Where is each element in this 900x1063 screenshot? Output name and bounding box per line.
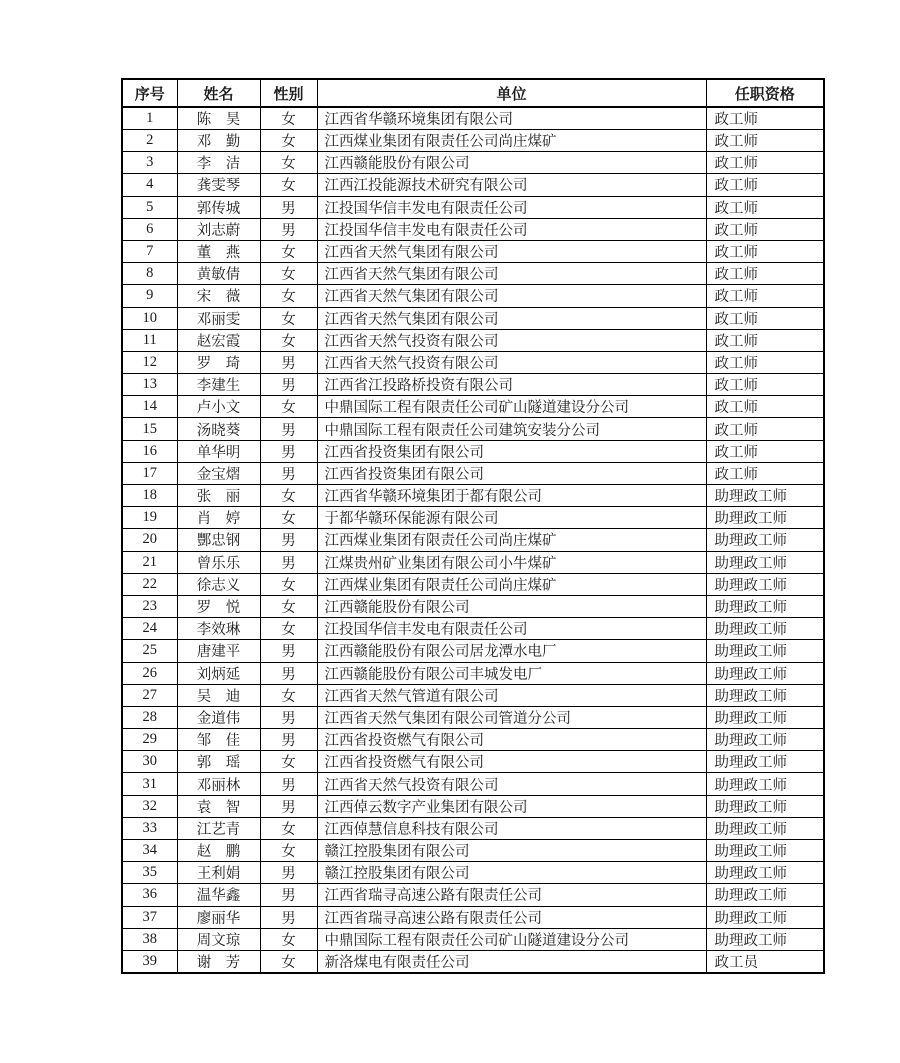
cell-unit: 中鼎国际工程有限责任公司建筑安装分公司 xyxy=(317,418,706,440)
cell-gender: 男 xyxy=(260,773,317,795)
cell-name: 江艺青 xyxy=(177,817,260,839)
cell-no: 25 xyxy=(122,640,177,662)
cell-name: 周文琼 xyxy=(177,928,260,950)
cell-qual: 助理政工师 xyxy=(706,773,824,795)
cell-no: 7 xyxy=(122,240,177,262)
cell-unit: 江西省天然气集团有限公司 xyxy=(317,285,706,307)
cell-gender: 女 xyxy=(260,684,317,706)
cell-unit: 赣江控股集团有限公司 xyxy=(317,862,706,884)
cell-unit: 江西省投资集团有限公司 xyxy=(317,440,706,462)
cell-gender: 男 xyxy=(260,196,317,218)
table-row xyxy=(122,196,824,218)
cell-name: 金道伟 xyxy=(177,706,260,728)
cell-no: 19 xyxy=(122,507,177,529)
cell-qual: 助理政工师 xyxy=(706,507,824,529)
cell-no: 38 xyxy=(122,928,177,950)
cell-qual: 政工师 xyxy=(706,285,824,307)
table-row xyxy=(122,351,824,373)
cell-no: 8 xyxy=(122,263,177,285)
cell-name: 温华鑫 xyxy=(177,884,260,906)
cell-qual: 助理政工师 xyxy=(706,817,824,839)
cell-qual: 助理政工师 xyxy=(706,662,824,684)
cell-gender: 女 xyxy=(260,573,317,595)
table-row xyxy=(122,396,824,418)
table-row xyxy=(122,462,824,484)
cell-qual: 助理政工师 xyxy=(706,551,824,573)
cell-qual: 助理政工师 xyxy=(706,485,824,507)
cell-unit: 江西煤业集团有限责任公司尚庄煤矿 xyxy=(317,130,706,152)
cell-unit: 江投国华信丰发电有限责任公司 xyxy=(317,218,706,240)
cell-name: 单华明 xyxy=(177,440,260,462)
table-row xyxy=(122,263,824,285)
cell-name: 酆忠钢 xyxy=(177,529,260,551)
cell-unit: 江西省天然气管道有限公司 xyxy=(317,684,706,706)
table-row xyxy=(122,950,824,973)
cell-gender: 男 xyxy=(260,551,317,573)
cell-no: 27 xyxy=(122,684,177,706)
cell-unit: 江西赣能股份有限公司 xyxy=(317,595,706,617)
cell-gender: 男 xyxy=(260,906,317,928)
table-row xyxy=(122,840,824,862)
cell-gender: 男 xyxy=(260,729,317,751)
cell-name: 董 燕 xyxy=(177,240,260,262)
cell-no: 35 xyxy=(122,862,177,884)
cell-unit: 江西赣能股份有限公司丰城发电厂 xyxy=(317,662,706,684)
cell-no: 4 xyxy=(122,174,177,196)
cell-qual: 助理政工师 xyxy=(706,884,824,906)
cell-name: 袁 智 xyxy=(177,795,260,817)
cell-no: 1 xyxy=(122,107,177,130)
table-row xyxy=(122,729,824,751)
table-row xyxy=(122,751,824,773)
cell-gender: 女 xyxy=(260,928,317,950)
cell-unit: 江西省天然气集团有限公司管道分公司 xyxy=(317,706,706,728)
table-row xyxy=(122,329,824,351)
table-row xyxy=(122,662,824,684)
cell-gender: 女 xyxy=(260,263,317,285)
cell-qual: 助理政工师 xyxy=(706,729,824,751)
table-row xyxy=(122,684,824,706)
table-row xyxy=(122,884,824,906)
cell-qual: 助理政工师 xyxy=(706,840,824,862)
cell-qual: 政工师 xyxy=(706,174,824,196)
cell-no: 16 xyxy=(122,440,177,462)
cell-gender: 男 xyxy=(260,795,317,817)
cell-name: 郭传城 xyxy=(177,196,260,218)
table-row xyxy=(122,440,824,462)
column-header-name: 姓名 xyxy=(177,79,260,107)
cell-gender: 男 xyxy=(260,218,317,240)
cell-no: 2 xyxy=(122,130,177,152)
cell-unit: 江西省瑞寻高速公路有限责任公司 xyxy=(317,906,706,928)
table-row xyxy=(122,551,824,573)
table-row xyxy=(122,640,824,662)
cell-qual: 政工师 xyxy=(706,240,824,262)
cell-no: 6 xyxy=(122,218,177,240)
cell-no: 21 xyxy=(122,551,177,573)
table-row xyxy=(122,218,824,240)
cell-qual: 助理政工师 xyxy=(706,862,824,884)
cell-gender: 男 xyxy=(260,462,317,484)
cell-gender: 女 xyxy=(260,595,317,617)
cell-no: 28 xyxy=(122,706,177,728)
column-header-unit: 单位 xyxy=(317,79,706,107)
cell-gender: 女 xyxy=(260,950,317,973)
cell-unit: 江西省投资燃气有限公司 xyxy=(317,729,706,751)
cell-gender: 女 xyxy=(260,107,317,130)
table-body xyxy=(122,107,824,973)
cell-name: 廖丽华 xyxy=(177,906,260,928)
cell-qual: 政工师 xyxy=(706,396,824,418)
cell-name: 邓 勤 xyxy=(177,130,260,152)
cell-qual: 政工师 xyxy=(706,263,824,285)
cell-unit: 江投国华信丰发电有限责任公司 xyxy=(317,196,706,218)
cell-no: 13 xyxy=(122,374,177,396)
cell-qual: 政工师 xyxy=(706,374,824,396)
cell-gender: 男 xyxy=(260,662,317,684)
cell-name: 刘志蔚 xyxy=(177,218,260,240)
cell-unit: 江西省投资燃气有限公司 xyxy=(317,751,706,773)
table-row xyxy=(122,862,824,884)
cell-name: 李效琳 xyxy=(177,618,260,640)
cell-unit: 赣江控股集团有限公司 xyxy=(317,840,706,862)
cell-unit: 江西省天然气集团有限公司 xyxy=(317,263,706,285)
cell-qual: 政工师 xyxy=(706,440,824,462)
cell-gender: 男 xyxy=(260,374,317,396)
cell-qual: 助理政工师 xyxy=(706,751,824,773)
cell-name: 宋 薇 xyxy=(177,285,260,307)
cell-qual: 政工师 xyxy=(706,152,824,174)
table-row xyxy=(122,906,824,928)
cell-qual: 政工师 xyxy=(706,351,824,373)
cell-gender: 男 xyxy=(260,440,317,462)
cell-qual: 助理政工师 xyxy=(706,684,824,706)
cell-unit: 江西省华赣环境集团有限公司 xyxy=(317,107,706,130)
cell-no: 3 xyxy=(122,152,177,174)
cell-name: 汤晓葵 xyxy=(177,418,260,440)
cell-gender: 女 xyxy=(260,240,317,262)
cell-qual: 政工师 xyxy=(706,130,824,152)
cell-name: 赵 鹏 xyxy=(177,840,260,862)
cell-no: 9 xyxy=(122,285,177,307)
cell-unit: 江西煤业集团有限责任公司尚庄煤矿 xyxy=(317,529,706,551)
cell-unit: 江西江投能源技术研究有限公司 xyxy=(317,174,706,196)
cell-qual: 助理政工师 xyxy=(706,928,824,950)
table-row xyxy=(122,285,824,307)
cell-unit: 江西倬慧信息科技有限公司 xyxy=(317,817,706,839)
cell-gender: 男 xyxy=(260,640,317,662)
cell-name: 卢小文 xyxy=(177,396,260,418)
cell-gender: 女 xyxy=(260,329,317,351)
cell-name: 赵宏霞 xyxy=(177,329,260,351)
cell-gender: 女 xyxy=(260,285,317,307)
table-row xyxy=(122,595,824,617)
cell-qual: 助理政工师 xyxy=(706,529,824,551)
cell-name: 李建生 xyxy=(177,374,260,396)
cell-gender: 女 xyxy=(260,751,317,773)
cell-qual: 政工师 xyxy=(706,307,824,329)
cell-qual: 助理政工师 xyxy=(706,706,824,728)
cell-unit: 中鼎国际工程有限责任公司矿山隧道建设分公司 xyxy=(317,396,706,418)
cell-name: 刘炳延 xyxy=(177,662,260,684)
cell-qual: 政工师 xyxy=(706,196,824,218)
table-row xyxy=(122,573,824,595)
cell-qual: 助理政工师 xyxy=(706,906,824,928)
table-header-row xyxy=(122,79,824,107)
column-header-gender: 性别 xyxy=(260,79,317,107)
personnel-qualification-table xyxy=(121,78,825,974)
cell-unit: 江西省投资集团有限公司 xyxy=(317,462,706,484)
cell-unit: 江西省华赣环境集团于都有限公司 xyxy=(317,485,706,507)
cell-qual: 助理政工师 xyxy=(706,640,824,662)
column-header-qual: 任职资格 xyxy=(706,79,824,107)
cell-gender: 女 xyxy=(260,840,317,862)
cell-unit: 江西赣能股份有限公司 xyxy=(317,152,706,174)
cell-qual: 助理政工师 xyxy=(706,618,824,640)
cell-unit: 江西省天然气集团有限公司 xyxy=(317,307,706,329)
cell-name: 谢 芳 xyxy=(177,950,260,973)
cell-unit: 于都华赣环保能源有限公司 xyxy=(317,507,706,529)
cell-unit: 江西赣能股份有限公司居龙潭水电厂 xyxy=(317,640,706,662)
cell-unit: 江西省天然气投资有限公司 xyxy=(317,329,706,351)
cell-no: 33 xyxy=(122,817,177,839)
cell-gender: 女 xyxy=(260,130,317,152)
cell-unit: 江西省天然气投资有限公司 xyxy=(317,351,706,373)
cell-no: 14 xyxy=(122,396,177,418)
cell-qual: 政工员 xyxy=(706,950,824,973)
table-row xyxy=(122,618,824,640)
cell-name: 郭 瑶 xyxy=(177,751,260,773)
cell-name: 吴 迪 xyxy=(177,684,260,706)
cell-name: 唐建平 xyxy=(177,640,260,662)
cell-no: 15 xyxy=(122,418,177,440)
cell-name: 邓丽雯 xyxy=(177,307,260,329)
table-row xyxy=(122,817,824,839)
cell-no: 17 xyxy=(122,462,177,484)
cell-gender: 女 xyxy=(260,485,317,507)
table-row xyxy=(122,507,824,529)
cell-gender: 男 xyxy=(260,862,317,884)
cell-gender: 男 xyxy=(260,884,317,906)
table-row xyxy=(122,107,824,130)
cell-name: 邓丽林 xyxy=(177,773,260,795)
cell-no: 5 xyxy=(122,196,177,218)
cell-no: 12 xyxy=(122,351,177,373)
table-row xyxy=(122,706,824,728)
cell-gender: 女 xyxy=(260,307,317,329)
cell-unit: 中鼎国际工程有限责任公司矿山隧道建设分公司 xyxy=(317,928,706,950)
cell-name: 肖 婷 xyxy=(177,507,260,529)
cell-qual: 政工师 xyxy=(706,462,824,484)
cell-name: 曾乐乐 xyxy=(177,551,260,573)
cell-qual: 政工师 xyxy=(706,107,824,130)
cell-qual: 助理政工师 xyxy=(706,573,824,595)
cell-no: 29 xyxy=(122,729,177,751)
cell-unit: 江煤贵州矿业集团有限公司小牛煤矿 xyxy=(317,551,706,573)
cell-unit: 新洛煤电有限责任公司 xyxy=(317,950,706,973)
cell-no: 31 xyxy=(122,773,177,795)
table-row xyxy=(122,418,824,440)
cell-unit: 江西倬云数字产业集团有限公司 xyxy=(317,795,706,817)
cell-qual: 助理政工师 xyxy=(706,795,824,817)
cell-no: 34 xyxy=(122,840,177,862)
cell-unit: 江西省瑞寻高速公路有限责任公司 xyxy=(317,884,706,906)
cell-no: 20 xyxy=(122,529,177,551)
cell-name: 罗 琦 xyxy=(177,351,260,373)
cell-gender: 男 xyxy=(260,706,317,728)
cell-name: 罗 悦 xyxy=(177,595,260,617)
cell-name: 李 洁 xyxy=(177,152,260,174)
cell-name: 龚雯琴 xyxy=(177,174,260,196)
cell-gender: 女 xyxy=(260,507,317,529)
cell-no: 18 xyxy=(122,485,177,507)
table-row xyxy=(122,152,824,174)
table-row xyxy=(122,773,824,795)
cell-gender: 男 xyxy=(260,351,317,373)
cell-qual: 政工师 xyxy=(706,329,824,351)
column-header-no: 序号 xyxy=(122,79,177,107)
cell-no: 37 xyxy=(122,906,177,928)
cell-gender: 女 xyxy=(260,152,317,174)
cell-no: 36 xyxy=(122,884,177,906)
cell-unit: 江西省天然气投资有限公司 xyxy=(317,773,706,795)
cell-qual: 政工师 xyxy=(706,418,824,440)
table-row xyxy=(122,240,824,262)
cell-no: 32 xyxy=(122,795,177,817)
cell-no: 39 xyxy=(122,950,177,973)
cell-name: 张 丽 xyxy=(177,485,260,507)
cell-unit: 江投国华信丰发电有限责任公司 xyxy=(317,618,706,640)
cell-gender: 女 xyxy=(260,618,317,640)
cell-name: 黄敏倩 xyxy=(177,263,260,285)
cell-no: 26 xyxy=(122,662,177,684)
cell-unit: 江西省天然气集团有限公司 xyxy=(317,240,706,262)
table-row xyxy=(122,795,824,817)
table-row xyxy=(122,174,824,196)
table-row xyxy=(122,130,824,152)
cell-name: 金宝熠 xyxy=(177,462,260,484)
table-row xyxy=(122,485,824,507)
cell-no: 23 xyxy=(122,595,177,617)
cell-name: 邹 佳 xyxy=(177,729,260,751)
cell-no: 22 xyxy=(122,573,177,595)
table-row xyxy=(122,928,824,950)
cell-gender: 男 xyxy=(260,529,317,551)
cell-gender: 女 xyxy=(260,396,317,418)
cell-no: 11 xyxy=(122,329,177,351)
cell-name: 王利娟 xyxy=(177,862,260,884)
cell-gender: 女 xyxy=(260,174,317,196)
cell-unit: 江西煤业集团有限责任公司尚庄煤矿 xyxy=(317,573,706,595)
cell-name: 徐志义 xyxy=(177,573,260,595)
cell-gender: 男 xyxy=(260,418,317,440)
table-row xyxy=(122,529,824,551)
cell-gender: 女 xyxy=(260,817,317,839)
table-row xyxy=(122,374,824,396)
cell-unit: 江西省江投路桥投资有限公司 xyxy=(317,374,706,396)
cell-no: 24 xyxy=(122,618,177,640)
cell-no: 10 xyxy=(122,307,177,329)
cell-qual: 政工师 xyxy=(706,218,824,240)
cell-name: 陈 昊 xyxy=(177,107,260,130)
cell-no: 30 xyxy=(122,751,177,773)
cell-qual: 助理政工师 xyxy=(706,595,824,617)
table-row xyxy=(122,307,824,329)
